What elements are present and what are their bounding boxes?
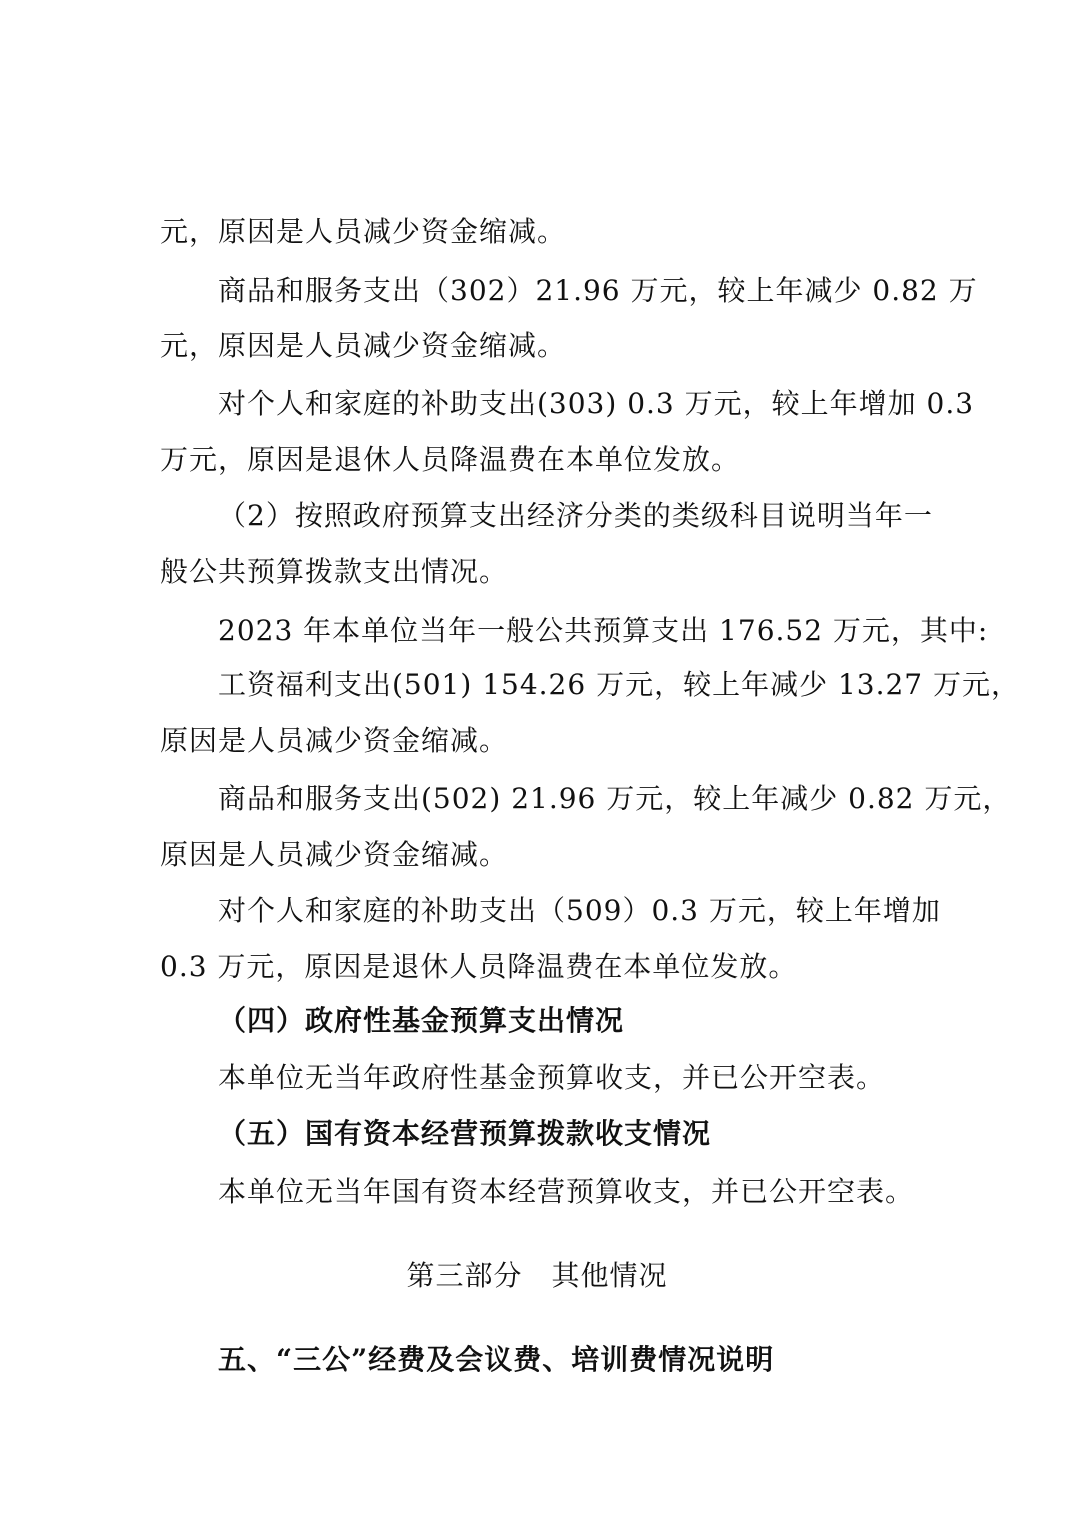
paragraph-line: 原因是人员减少资金缩减。 — [160, 838, 509, 871]
paragraph-line: 原因是人员减少资金缩减。 — [160, 724, 509, 757]
paragraph-line: 商品和服务支出(502) 21.96 万元，较上年减少 0.82 万元， — [218, 782, 1012, 815]
paragraph-line: 本单位无当年政府性基金预算收支，并已公开空表。 — [218, 1061, 886, 1094]
part-title: 第三部分 其他情况 — [406, 1259, 668, 1292]
paragraph-line: 对个人和家庭的补助支出(303) 0.3 万元，较上年增加 0.3 — [218, 387, 975, 420]
paragraph-line: 本单位无当年国有资本经营预算收支，并已公开空表。 — [218, 1175, 915, 1208]
section-heading: （五）国有资本经营预算拨款收支情况 — [218, 1117, 712, 1150]
paragraph-line: 商品和服务支出（302）21.96 万元，较上年减少 0.82 万 — [218, 274, 978, 307]
paragraph-line: 0.3 万元，原因是退休人员降温费在本单位发放。 — [160, 950, 798, 983]
paragraph-line: 万元，原因是退休人员降温费在本单位发放。 — [160, 443, 741, 476]
paragraph-line: （2）按照政府预算支出经济分类的类级科目说明当年一 — [218, 499, 933, 532]
paragraph-line: 般公共预算拨款支出情况。 — [160, 555, 509, 588]
paragraph-line: 工资福利支出(501) 154.26 万元，较上年减少 13.27 万元， — [218, 668, 1021, 701]
paragraph-line: 对个人和家庭的补助支出（509）0.3 万元，较上年增加 — [218, 894, 941, 927]
paragraph-line: 元，原因是人员减少资金缩减。 — [160, 215, 567, 248]
paragraph-line: 2023 年本单位当年一般公共预算支出 176.52 万元，其中: — [218, 614, 989, 647]
section-heading: （四）政府性基金预算支出情况 — [218, 1004, 625, 1037]
chapter-heading: 五、“三公”经费及会议费、培训费情况说明 — [218, 1343, 775, 1376]
paragraph-line: 元，原因是人员减少资金缩减。 — [160, 329, 567, 362]
